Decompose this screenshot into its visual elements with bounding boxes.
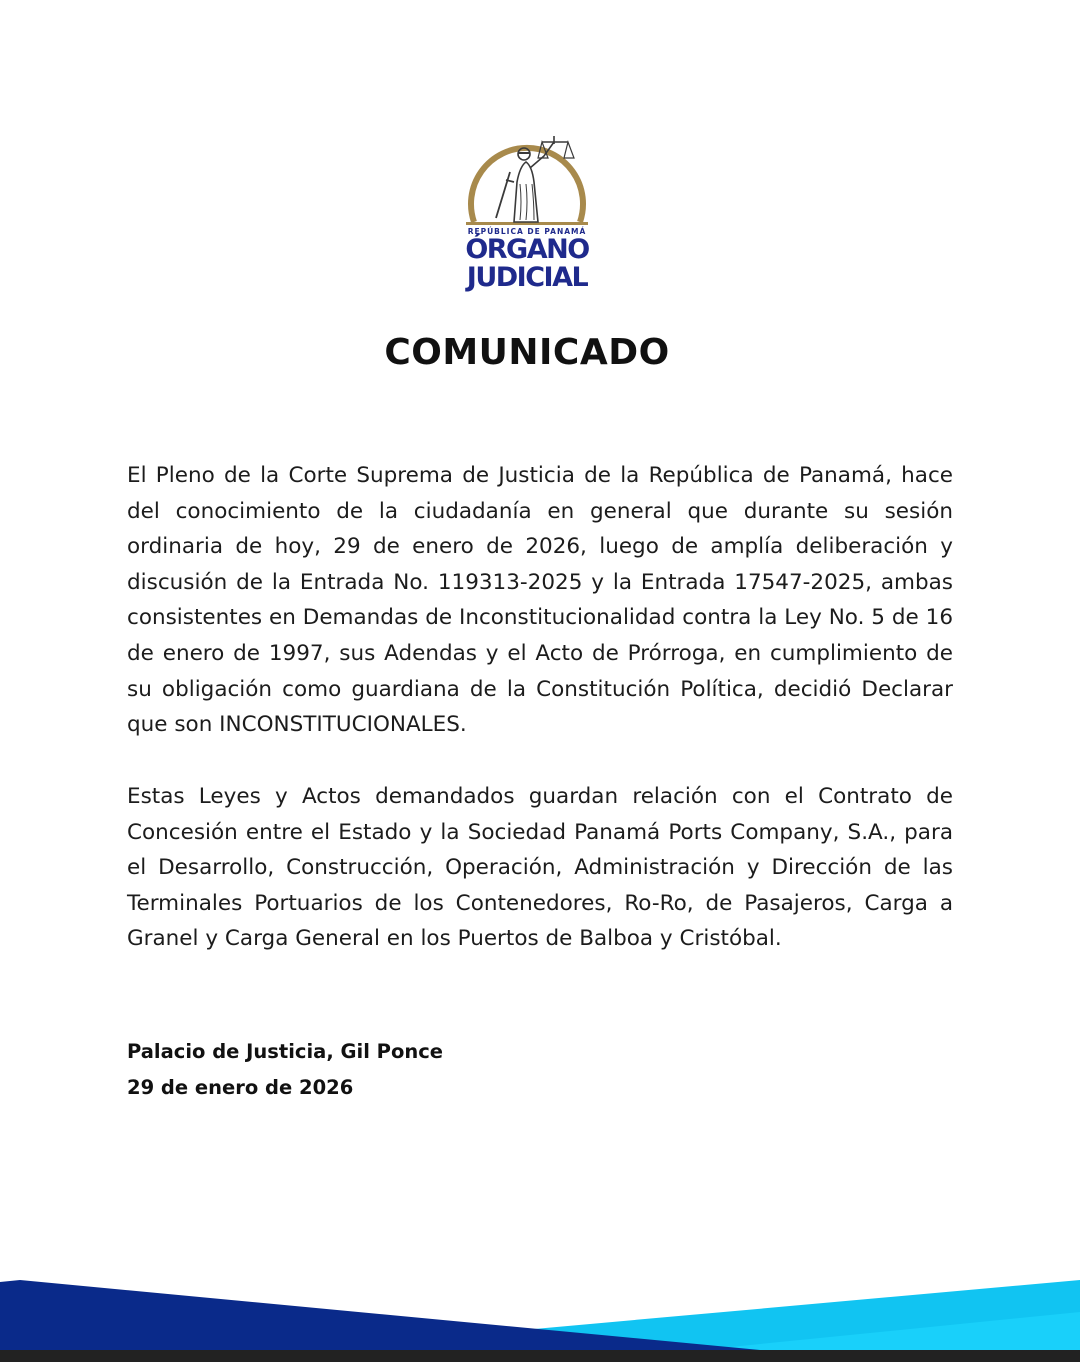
organo-judicial-logo bbox=[462, 122, 592, 294]
signature-place: Palacio de Justicia, Gil Ponce bbox=[127, 1040, 444, 1063]
body-paragraph-2: Estas Leyes y Actos demandados guardan relación con el Contrato de Concesión entre el Estado y la Sociedad Panamá Ports Company, S.A., para el Desarrollo, Construcción, Operación, Administración y Dirección de las Terminales Portuarios de los Contenedores, Ro-Ro, de Pasajeros, Carga a Granel y Carga General en los Puertos de Balboa y Cristóbal. bbox=[127, 784, 953, 952]
logo-republica-text: REPÚBLICA DE PANAMÁ bbox=[467, 227, 587, 236]
logo-organo-text: ÓRGANO bbox=[465, 234, 589, 265]
body-paragraph-1: El Pleno de la Corte Suprema de Justicia de la República de Panamá, hace del conocimiento de la ciudadanía en general que durante su sesión ordinaria de hoy, 29 de enero de 2026, luego de amplía deliberación y discusión de la Entrada No. 119313-2025 y la Entrada 17547-2025, ambas consistentes en Demandas de Inconstitucionalidad contra la Ley No. 5 de 16 de enero de 1997, sus Adendas y el Acto de Prórroga, en cumplimiento de su obligación como guardiana de la Constitución Política, decidió Declarar que son INCONSTITUCIONALES. bbox=[127, 463, 953, 738]
footer-wave-decoration bbox=[0, 1272, 1080, 1362]
signature-block bbox=[127, 1034, 443, 1106]
lady-justice-emblem-icon bbox=[462, 122, 592, 230]
logo-judicial-text: JUDICIAL bbox=[466, 262, 588, 293]
page-title: COMUNICADO bbox=[384, 332, 670, 373]
signature-date: 29 de enero de 2026 bbox=[127, 1076, 354, 1099]
